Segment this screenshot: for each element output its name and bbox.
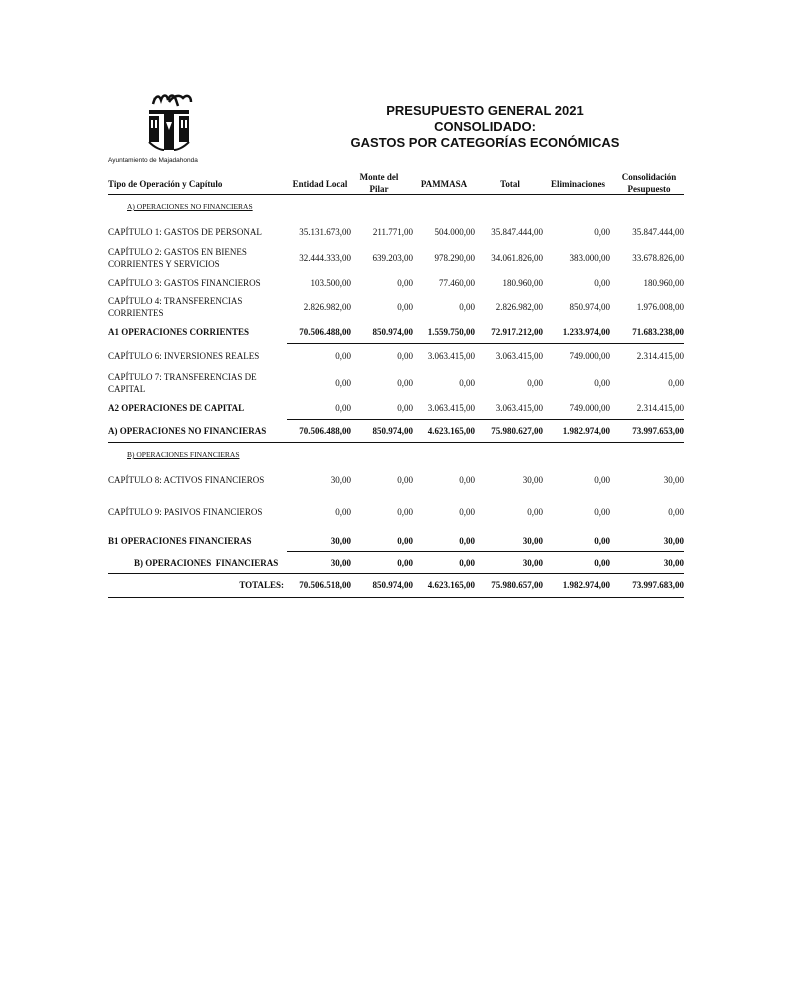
cell-pammasa: 0,00 bbox=[459, 378, 475, 388]
cell-consolidacion: 2.314.415,00 bbox=[636, 403, 684, 413]
cell-total: 34.061.826,00 bbox=[491, 253, 543, 263]
cell-eliminaciones: 0,00 bbox=[594, 278, 610, 288]
cell-total: 30,00 bbox=[522, 536, 543, 546]
table-row-b-total bbox=[108, 551, 684, 575]
cell-consolidacion: 0,00 bbox=[668, 507, 684, 517]
cell-pammasa: 0,00 bbox=[459, 302, 475, 312]
header-rule bbox=[108, 194, 684, 195]
cell-consolidacion: 30,00 bbox=[663, 558, 684, 568]
table-row-a2 bbox=[108, 396, 684, 420]
cell-monte: 0,00 bbox=[397, 536, 413, 546]
col-header-tipo: Tipo de Operación y Capítulo bbox=[108, 179, 223, 189]
cell-monte: 0,00 bbox=[397, 351, 413, 361]
cell-entidad: 35.131.673,00 bbox=[299, 227, 351, 237]
table-row-cap9 bbox=[108, 500, 684, 524]
cell-entidad: 70.506.488,00 bbox=[299, 426, 351, 436]
cell-eliminaciones: 0,00 bbox=[594, 536, 610, 546]
row-label: TOTALES: bbox=[239, 580, 284, 590]
cell-consolidacion: 73.997.653,00 bbox=[632, 426, 684, 436]
cell-pammasa: 4.623.165,00 bbox=[427, 580, 475, 590]
cell-entidad: 30,00 bbox=[330, 558, 351, 568]
cell-consolidacion: 33.678.826,00 bbox=[632, 253, 684, 263]
cell-total: 72.917.212,00 bbox=[491, 327, 543, 337]
section-label-financieras: B) OPERACIONES FINANCIERAS bbox=[127, 450, 240, 459]
section-rule bbox=[108, 442, 684, 443]
table-row-cap6 bbox=[108, 344, 684, 368]
col-header-monte bbox=[354, 171, 404, 195]
row-label: CAPÍTULO 3: GASTOS FINANCIEROS bbox=[108, 278, 261, 288]
cell-eliminaciones: 850.974,00 bbox=[569, 302, 610, 312]
cell-eliminaciones: 0,00 bbox=[594, 227, 610, 237]
cell-total: 3.063.415,00 bbox=[495, 351, 543, 361]
cell-entidad: 70.506.518,00 bbox=[299, 580, 351, 590]
page-subtitle-2: GASTOS POR CATEGORÍAS ECONÓMICAS bbox=[350, 135, 620, 150]
col-header-consolidacion-l2: Pesupuesto bbox=[627, 184, 671, 194]
cell-pammasa: 77.460,00 bbox=[439, 278, 475, 288]
row-label: CAPÍTULO 4: TRANSFERENCIAS CORRIENTES bbox=[108, 296, 243, 318]
row-label: A2 OPERACIONES DE CAPITAL bbox=[108, 403, 245, 413]
row-label: A1 OPERACIONES CORRIENTES bbox=[108, 327, 250, 337]
cell-eliminaciones: 0,00 bbox=[594, 507, 610, 517]
cell-eliminaciones: 383.000,00 bbox=[569, 253, 610, 263]
cell-monte: 850.974,00 bbox=[372, 327, 413, 337]
cell-consolidacion: 35.847.444,00 bbox=[632, 227, 684, 237]
table-row-totales bbox=[108, 573, 684, 597]
cell-eliminaciones: 749.000,00 bbox=[569, 351, 610, 361]
col-header-eliminaciones: Eliminaciones bbox=[550, 179, 605, 189]
cell-monte: 0,00 bbox=[397, 378, 413, 388]
bottom-rule bbox=[108, 597, 684, 598]
cell-eliminaciones: 1.982.974,00 bbox=[562, 580, 610, 590]
col-header-consolidacion-l1: Consolidación bbox=[621, 172, 677, 182]
cell-total: 30,00 bbox=[522, 475, 543, 485]
org-caption: Ayuntamiento de Majadahonda bbox=[108, 157, 198, 164]
cell-monte: 0,00 bbox=[397, 507, 413, 517]
row-label: B1 OPERACIONES FINANCIERAS bbox=[108, 536, 252, 546]
cell-entidad: 2.826.982,00 bbox=[303, 302, 351, 312]
table-row-a1 bbox=[108, 320, 684, 344]
col-header-total: Total bbox=[500, 179, 520, 189]
cell-eliminaciones: 0,00 bbox=[594, 475, 610, 485]
row-label: CAPÍTULO 1: GASTOS DE PERSONAL bbox=[108, 227, 262, 237]
cell-consolidacion: 71.683.238,00 bbox=[632, 327, 684, 337]
cell-total: 0,00 bbox=[527, 507, 543, 517]
table-row-cap4 bbox=[108, 295, 684, 319]
page-title: PRESUPUESTO GENERAL 2021 bbox=[386, 103, 584, 118]
cell-entidad: 0,00 bbox=[335, 507, 351, 517]
cell-entidad: 30,00 bbox=[330, 475, 351, 485]
row-label: CAPÍTULO 6: INVERSIONES REALES bbox=[108, 351, 260, 361]
cell-entidad: 30,00 bbox=[330, 536, 351, 546]
cell-entidad: 32.444.333,00 bbox=[299, 253, 351, 263]
col-header-pammasa: PAMMASA bbox=[420, 179, 468, 189]
cell-eliminaciones: 0,00 bbox=[594, 558, 610, 568]
col-header-monte-l2: Pilar bbox=[369, 184, 389, 194]
cell-monte: 850.974,00 bbox=[372, 426, 413, 436]
cell-monte: 0,00 bbox=[397, 302, 413, 312]
cell-total: 35.847.444,00 bbox=[491, 227, 543, 237]
cell-total: 30,00 bbox=[522, 558, 543, 568]
cell-monte: 0,00 bbox=[397, 475, 413, 485]
cell-total: 2.826.982,00 bbox=[495, 302, 543, 312]
cell-monte: 0,00 bbox=[397, 558, 413, 568]
cell-pammasa: 0,00 bbox=[459, 536, 475, 546]
col-header-monte-l1: Monte del bbox=[359, 172, 399, 182]
cell-monte: 639.203,00 bbox=[372, 253, 413, 263]
cell-consolidacion: 2.314.415,00 bbox=[636, 351, 684, 361]
row-label: CAPÍTULO 8: ACTIVOS FINANCIEROS bbox=[108, 475, 265, 485]
col-header-entidad: Entidad Local bbox=[292, 179, 348, 189]
row-label: B) OPERACIONES FINANCIERAS bbox=[134, 558, 279, 568]
cell-pammasa: 4.623.165,00 bbox=[427, 426, 475, 436]
cell-pammasa: 3.063.415,00 bbox=[427, 351, 475, 361]
row-label: A) OPERACIONES NO FINANCIERAS bbox=[108, 426, 267, 436]
majadahonda-logo-icon bbox=[143, 92, 195, 154]
cell-eliminaciones: 0,00 bbox=[594, 378, 610, 388]
cell-monte: 0,00 bbox=[397, 403, 413, 413]
table-row-b1 bbox=[108, 529, 684, 553]
row-label: CAPÍTULO 7: TRANSFERENCIAS DE CAPITAL bbox=[108, 372, 257, 394]
row-label: CAPÍTULO 2: GASTOS EN BIENES CORRIENTES Y SERVICIOS bbox=[108, 247, 247, 269]
cell-total: 3.063.415,00 bbox=[495, 403, 543, 413]
cell-entidad: 0,00 bbox=[335, 378, 351, 388]
cell-pammasa: 978.290,00 bbox=[434, 253, 475, 263]
cell-pammasa: 1.559.750,00 bbox=[427, 327, 475, 337]
cell-pammasa: 504.000,00 bbox=[434, 227, 475, 237]
table-row-cap1 bbox=[108, 220, 684, 244]
cell-entidad: 0,00 bbox=[335, 351, 351, 361]
cell-pammasa: 3.063.415,00 bbox=[427, 403, 475, 413]
cell-eliminaciones: 1.982.974,00 bbox=[562, 426, 610, 436]
row-label: CAPÍTULO 9: PASIVOS FINANCIEROS bbox=[108, 507, 263, 517]
cell-consolidacion: 30,00 bbox=[663, 475, 684, 485]
cell-monte: 0,00 bbox=[397, 278, 413, 288]
table-row-a-total bbox=[108, 419, 684, 443]
cell-consolidacion: 1.976.008,00 bbox=[636, 302, 684, 312]
cell-entidad: 103.500,00 bbox=[310, 278, 351, 288]
cell-pammasa: 0,00 bbox=[459, 475, 475, 485]
cell-consolidacion: 73.997.683,00 bbox=[632, 580, 684, 590]
cell-consolidacion: 30,00 bbox=[663, 536, 684, 546]
page-subtitle: CONSOLIDADO: bbox=[434, 119, 536, 134]
cell-eliminaciones: 749.000,00 bbox=[569, 403, 610, 413]
cell-entidad: 0,00 bbox=[335, 403, 351, 413]
cell-consolidacion: 180.960,00 bbox=[643, 278, 684, 288]
cell-total: 0,00 bbox=[527, 378, 543, 388]
col-header-consolidacion bbox=[612, 171, 686, 195]
cell-total: 180.960,00 bbox=[502, 278, 543, 288]
cell-total: 75.980.627,00 bbox=[491, 426, 543, 436]
cell-pammasa: 0,00 bbox=[459, 558, 475, 568]
table-row-cap7 bbox=[108, 371, 684, 395]
cell-pammasa: 0,00 bbox=[459, 507, 475, 517]
cell-eliminaciones: 1.233.974,00 bbox=[562, 327, 610, 337]
section-label-no-financieras: A) OPERACIONES NO FINANCIERAS bbox=[127, 202, 253, 211]
table-row-cap2 bbox=[108, 246, 684, 270]
cell-total: 75.980.657,00 bbox=[491, 580, 543, 590]
table-row-cap3 bbox=[108, 271, 684, 295]
cell-monte: 211.771,00 bbox=[372, 227, 413, 237]
cell-monte: 850.974,00 bbox=[372, 580, 413, 590]
table-row-cap8 bbox=[108, 468, 684, 492]
cell-entidad: 70.506.488,00 bbox=[299, 327, 351, 337]
cell-consolidacion: 0,00 bbox=[668, 378, 684, 388]
